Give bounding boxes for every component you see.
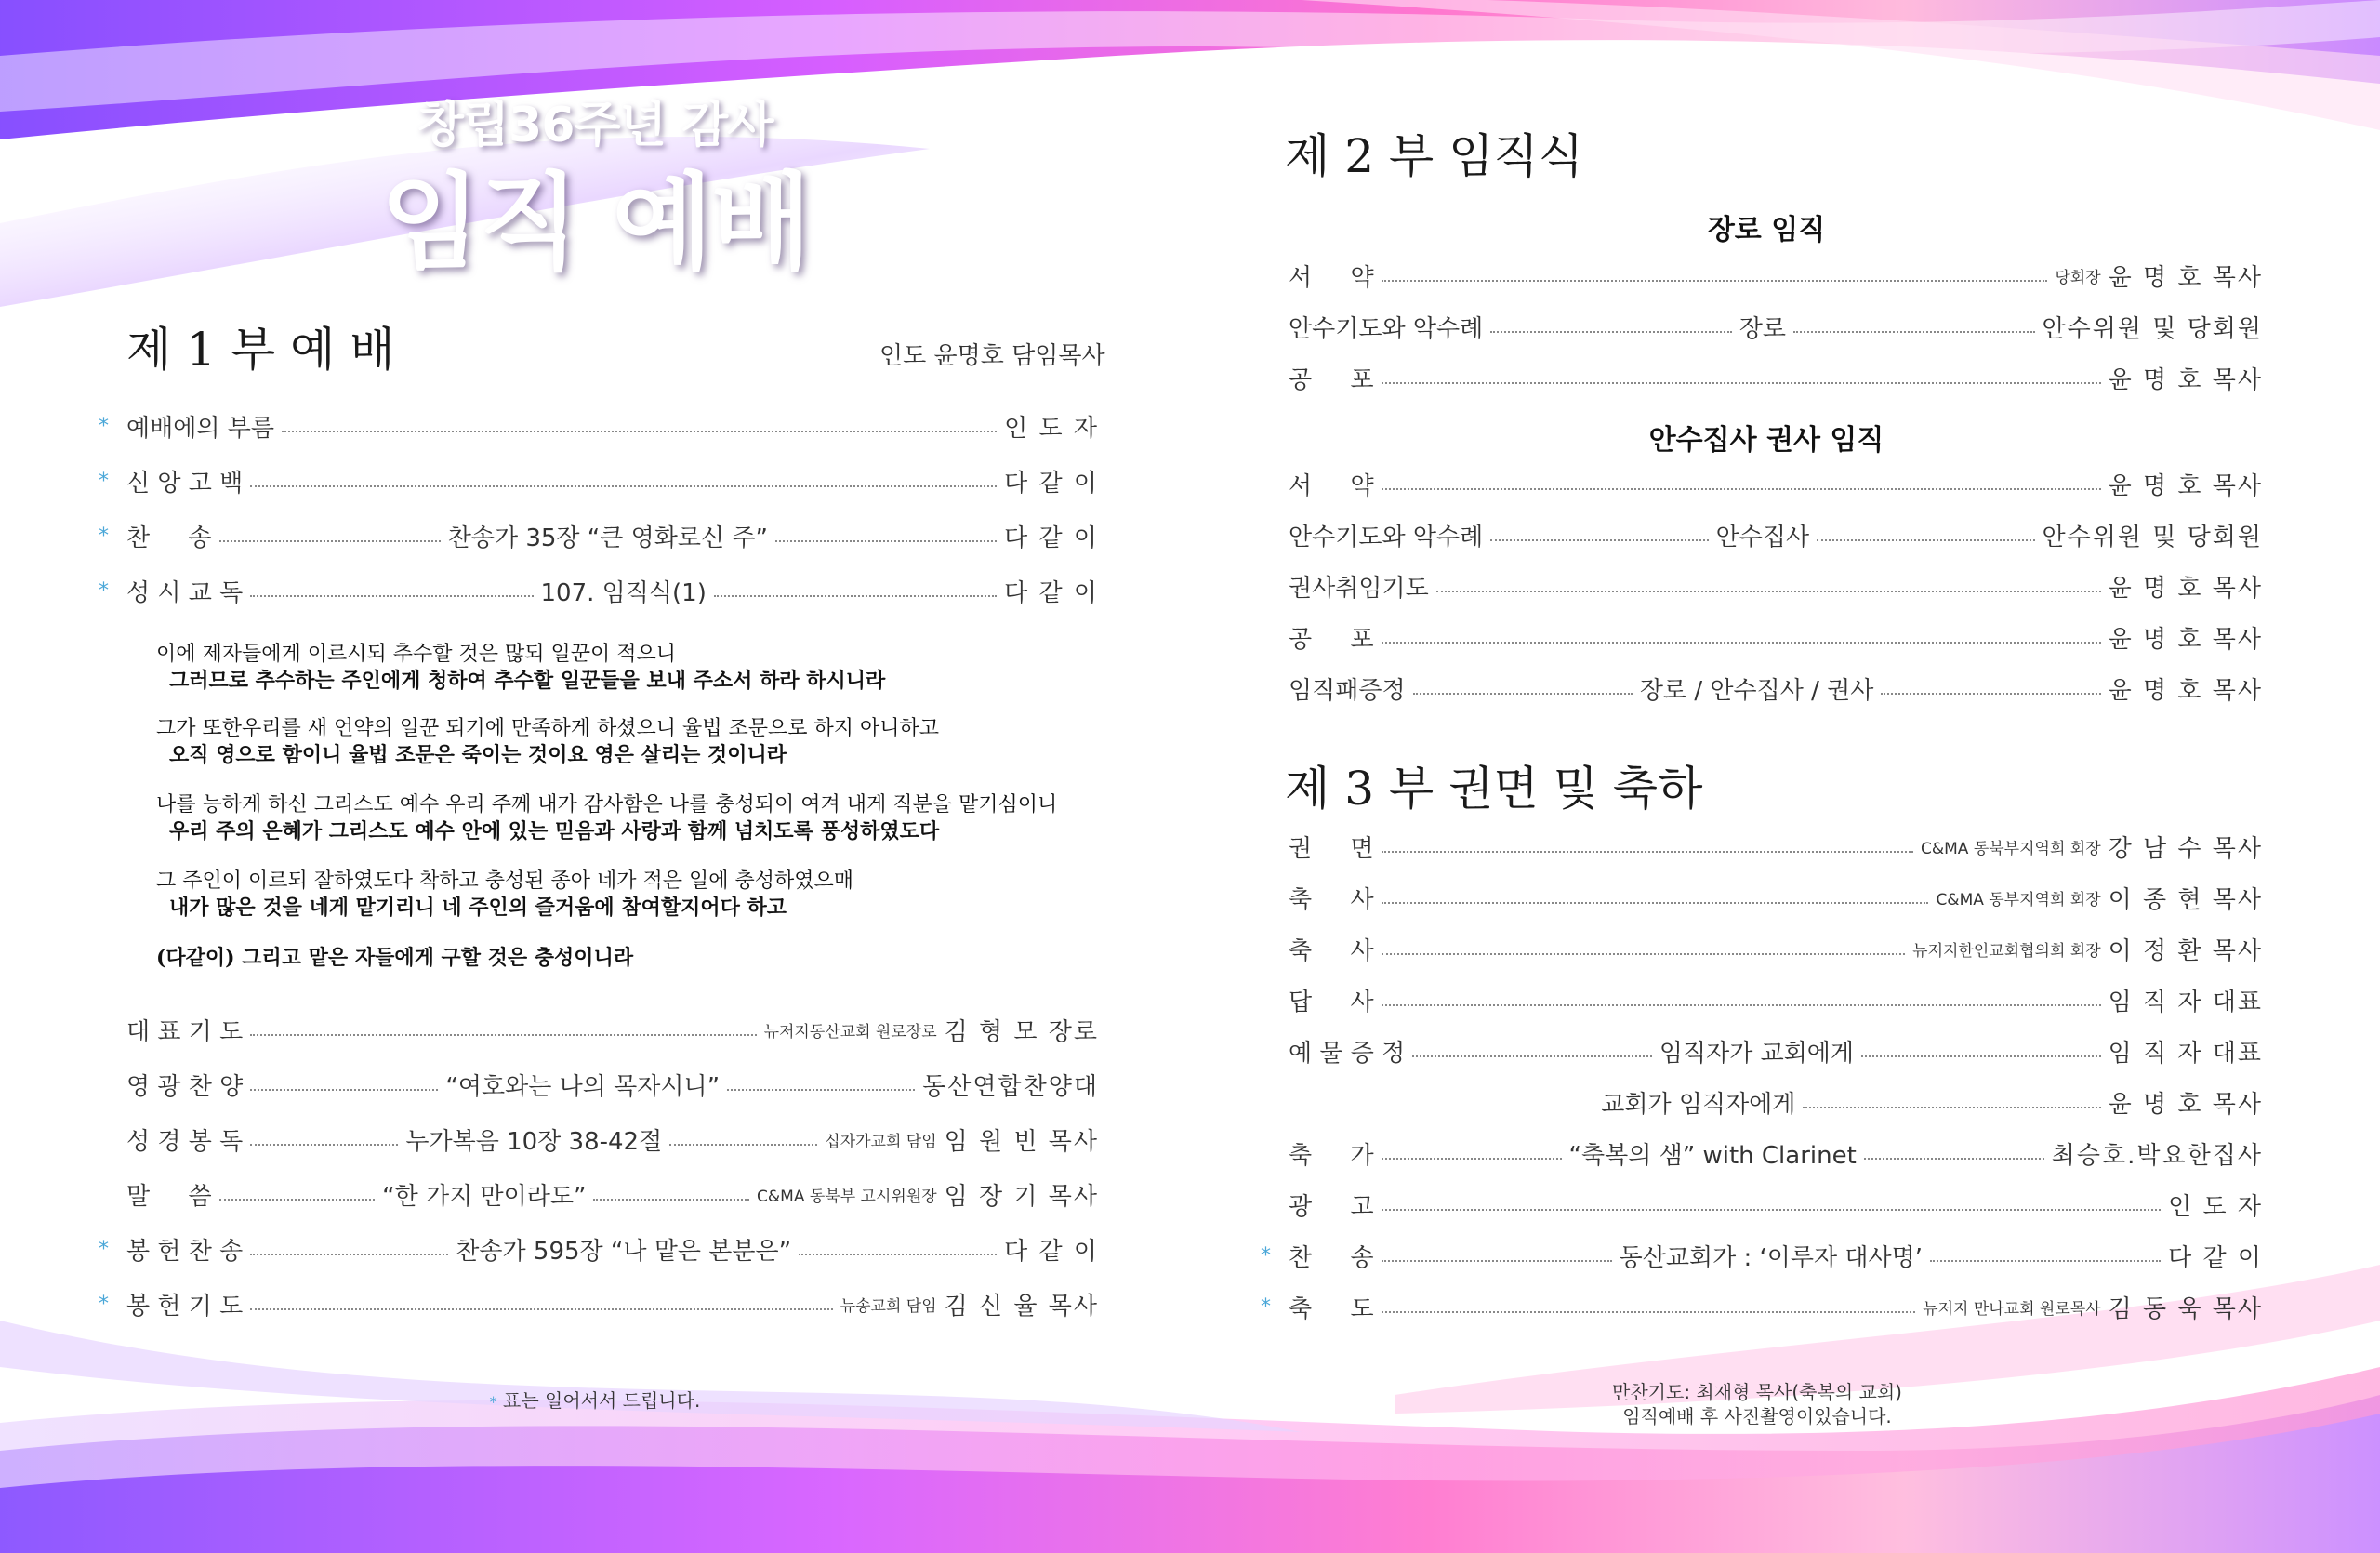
item-label: 답 사 [1289,988,1374,1016]
note-dinner-prayer: 만찬기도: 최재형 목사(축복의 교회) [1612,1381,1902,1403]
star-icon: * [99,1293,109,1316]
dot-leader [1382,642,2101,644]
dot-leader [219,540,441,542]
dot-leader [1382,382,2101,384]
reading-passage [156,716,939,768]
item-label: 축 사 [1289,936,1374,965]
dot-leader [1817,539,2034,541]
item-person: 윤 명 호 목사 [2108,471,2263,500]
item-person: 김 동 욱 목사 [2108,1294,2263,1323]
item-label: 찬 송 [1289,1243,1374,1272]
order-item [1289,357,2263,398]
order-item [126,1228,1099,1269]
item-label: 권사취임기도 [1289,574,1429,603]
order-item [1289,306,2263,347]
dot-leader [250,1034,756,1036]
item-person: 동산연합찬양대 [922,1072,1099,1101]
item-person: 안수위원 및 당회원 [2042,523,2264,551]
order-item [1289,826,2263,867]
dot-leader [1382,1209,2162,1211]
star-icon: * [489,1393,497,1411]
dot-leader [250,485,997,487]
item-label: 서 약 [1289,263,1374,292]
footnote-text: 표는 일어서서 드립니다. [503,1389,701,1412]
item-person: 김 형 모 장로 [944,1017,1099,1046]
part2-heading: 제 2 부 임직식 [1285,129,1583,183]
dot-leader [1382,1311,1916,1313]
item-label: 축 가 [1289,1141,1374,1170]
reading-response-line: 그러므로 추수하는 주인에게 청하여 추수할 일꾼들을 보내 주소서 하라 하시니라 [169,669,886,693]
item-label: 예배에의 부름 [126,414,274,443]
item-person: 인 도 자 [2168,1192,2263,1221]
person-title: C&MA 동북부지역회 회장 [1921,839,2101,858]
order-item [126,1174,1099,1215]
reading-leader-line: 그가 또한우리를 새 언약의 일꾼 되기에 만족하게 하셨으니 율법 조문으로 하지 아니하고 [156,717,939,740]
item-detail: 동산교회가 : ‘이루자 대사명’ [1619,1243,1924,1272]
item-person: 윤 명 호 목사 [2108,1090,2264,1119]
item-detail: 교회가 임직자에게 [1601,1090,1796,1119]
order-item [1289,255,2263,296]
reading-response-line: 내가 많은 것을 네게 맡기리니 네 주인의 즐거움에 참여할지어다 하고 [169,896,787,920]
star-icon: * [1261,1244,1271,1268]
item-person: 김 신 율 목사 [944,1292,1099,1321]
dot-leader [250,1254,448,1255]
reading-response-line: 오직 영으로 함이니 율법 조문은 죽이는 것이요 영은 살리는 것이니라 [169,743,787,767]
item-person: 임 원 빈 목사 [944,1127,1100,1156]
item-person: 다 같 이 [1004,469,1099,498]
item-person: 강 남 수 목사 [2108,834,2263,863]
reading-leader-line: (다같이) 그리고 맡은 자들에게 구할 것은 충성이니라 [156,946,634,970]
star-icon: * [99,415,109,438]
item-detail: “한 가지 만이라도” [382,1182,587,1211]
dot-leader [1382,953,1906,955]
item-label: 찬 송 [126,524,212,552]
item-label: 성 경 봉 독 [126,1127,244,1156]
person-title: 당회장 [2055,268,2101,287]
item-person: 다 같 이 [1004,578,1099,607]
dot-leader [799,1254,997,1255]
dot-leader [714,595,997,597]
dot-leader [219,1199,376,1201]
order-item [1289,1184,2263,1225]
person-title: 십자가교회 담임 [825,1132,937,1151]
item-label: 말 씀 [126,1182,212,1211]
service-subtitle: 창립36주년 감사 [416,98,774,153]
item-label: 대 표 기 도 [126,1017,244,1046]
item-label: 신 앙 고 백 [126,469,244,498]
star-icon: * [99,1238,109,1261]
item-person: 윤 명 호 목사 [2108,574,2263,603]
dot-leader [669,1144,817,1146]
order-item [126,1119,1099,1160]
item-person: 윤 명 호 목사 [2108,365,2263,394]
person-title: 뉴저지 만나교회 원로목사 [1923,1299,2101,1319]
dot-leader [1490,539,1708,541]
item-label: 봉 헌 찬 송 [126,1237,244,1266]
order-item [1289,463,2263,504]
order-item [1289,1286,2263,1327]
dot-leader [1930,1260,2161,1262]
item-detail: 장로 / 안수집사 / 권사 [1639,676,1874,705]
part3-heading: 제 3 부 권면 및 축하 [1285,762,1703,816]
item-detail: 107. 임직식(1) [540,578,707,607]
item-label: 축 도 [1289,1294,1374,1323]
item-person: 이 정 환 목사 [2108,936,2263,965]
order-item [126,515,1099,556]
item-label: 예 물 증 정 [1289,1039,1406,1068]
dot-leader [1382,851,1913,853]
dot-leader [1864,1158,2044,1160]
item-person: 다 같 이 [1004,1237,1100,1266]
dot-leader [1382,1158,1562,1160]
order-item [1289,979,2263,1020]
item-person: 윤 명 호 목사 [2108,676,2264,705]
dot-leader [1382,280,2048,282]
reading-leader-line: 그 주인이 이르되 잘하였도다 착하고 충성된 종아 네가 적은 일에 충성하였으매 [156,869,853,893]
part1-leader: 인도 윤명호 담임목사 [879,342,1105,370]
item-person: 임 장 기 목사 [944,1182,1100,1211]
reading-passage [156,945,633,971]
item-detail: 찬송가 595장 “나 맡은 본분은” [456,1237,792,1266]
order-item [1289,1133,2263,1174]
dot-leader [250,1308,832,1310]
item-label: 임직패증정 [1289,676,1406,705]
order-item [1289,1030,2263,1071]
order-item [1289,1235,2263,1276]
item-person: 임 직 자 대표 [2108,1039,2263,1068]
item-person: 윤 명 호 목사 [2108,625,2263,654]
order-item [1289,1082,2263,1122]
reading-passage [156,792,1057,844]
order-item [1289,928,2263,969]
dot-leader [1413,693,1633,695]
item-detail: 찬송가 35장 “큰 영화로신 주” [447,524,768,552]
item-person: 임 직 자 대표 [2108,988,2263,1016]
dot-leader [250,595,533,597]
order-item [1289,565,2263,606]
person-title: C&MA 동북부 고시위원장 [757,1187,937,1206]
order-item [1289,668,2263,709]
item-label: 서 약 [1289,471,1374,500]
dot-leader [1881,693,2100,695]
item-label: 영 광 찬 양 [126,1072,244,1101]
item-label: 축 사 [1289,885,1374,914]
item-label: 공 포 [1289,625,1374,654]
item-detail: “여호와는 나의 목자시니” [445,1072,721,1101]
reading-response-line: 우리 주의 은혜가 그리스도 예수 안에 있는 믿음과 사랑과 함께 넘치도록 풍성하였도다 [169,819,940,843]
item-person: 인 도 자 [1004,414,1099,443]
dot-leader [1382,1004,2101,1006]
reading-leader-line: 이에 제자들에게 이르시되 추수할 것은 많되 일꾼이 적으니 [156,643,677,666]
item-person: 최승호.박요한집사 [2051,1141,2263,1170]
star-icon: * [99,579,109,603]
order-item [126,1283,1099,1324]
item-person: 윤 명 호 목사 [2108,263,2263,292]
order-item [126,1009,1099,1050]
item-label: 공 포 [1289,365,1374,394]
item-detail: 안수집사 [1715,523,1810,551]
item-label: 성 시 교 독 [126,578,244,607]
elder-ordination-heading: 장로 임직 [1707,214,1826,246]
item-label: 안수기도와 악수례 [1289,314,1484,343]
order-item [126,405,1099,446]
part1-heading: 제 1 부 예 배 [126,323,395,377]
item-detail: 누가복음 10장 38-42절 [405,1127,663,1156]
item-person: 안수위원 및 당회원 [2042,314,2263,343]
dot-leader [1793,331,2035,333]
standing-footnote [483,1386,707,1413]
star-icon: * [1261,1295,1271,1319]
order-item [126,1064,1099,1105]
item-label: 봉 헌 기 도 [126,1292,244,1321]
item-person: 다 같 이 [2168,1243,2263,1272]
note-photo: 임직예배 후 사진촬영이있습니다. [1622,1405,1892,1427]
dot-leader [1490,331,1732,333]
item-detail: “축복의 샘” with Clarinet [1568,1141,1857,1170]
reading-leader-line: 나를 능하게 하신 그리스도 예수 우리 주께 내가 감사함은 나를 충성되이 여겨 내게 직분을 맡기심이니 [156,793,1058,816]
order-item [126,460,1099,501]
item-label: 광 고 [1289,1192,1374,1221]
dot-leader [282,431,997,432]
dot-leader [1861,1055,2101,1057]
star-icon: * [99,470,109,493]
item-label: 권 면 [1289,834,1374,863]
item-detail: 장로 [1739,314,1786,343]
order-item [1289,514,2263,555]
star-icon: * [99,524,109,548]
closing-notes [1515,1380,1999,1428]
dot-leader [1382,1260,1612,1262]
order-item [1289,877,2263,918]
order-item [1289,617,2263,657]
dot-leader [593,1199,749,1201]
order-item [126,570,1099,611]
person-title: 뉴송교회 담임 [840,1296,937,1316]
person-title: 뉴저지한인교회협의회 회장 [1912,941,2101,961]
dot-leader [775,540,997,542]
item-person: 다 같 이 [1004,524,1100,552]
dot-leader [1803,1107,2100,1108]
item-detail: 임직자가 교회에게 [1659,1039,1855,1068]
deacon-ordination-heading: 안수집사 권사 임직 [1648,424,1884,457]
service-title: 임직 예배 [380,163,810,284]
person-title: 뉴저지동산교회 원로장로 [763,1022,937,1042]
dot-leader [727,1089,915,1091]
person-title: C&MA 동부지역회 회장 [1936,890,2101,909]
reading-passage [156,869,853,921]
dot-leader [250,1089,438,1091]
dot-leader [1382,902,1929,904]
item-label: 안수기도와 악수례 [1289,523,1484,551]
dot-leader [1382,488,2101,490]
item-person: 이 종 현 목사 [2108,885,2263,914]
dot-leader [1412,1055,1652,1057]
dot-leader [1436,591,2101,592]
reading-passage [156,642,885,694]
dot-leader [250,1144,398,1146]
